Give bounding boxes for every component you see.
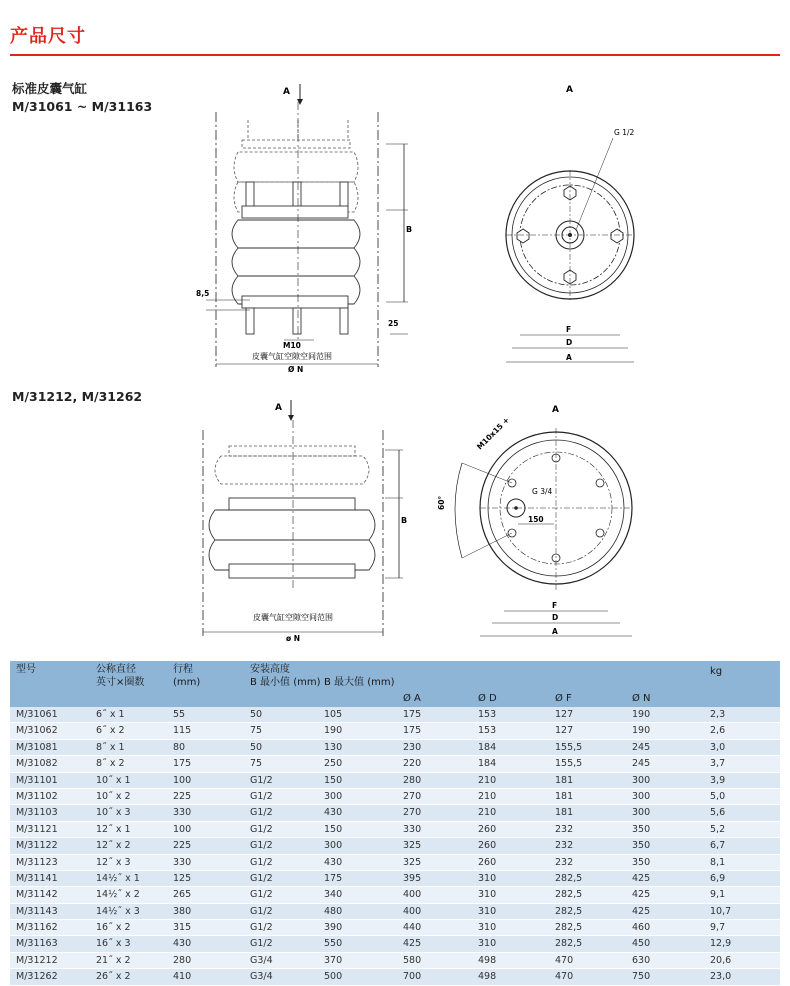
table-row	[10, 838, 780, 854]
table-row	[10, 904, 780, 920]
cell-model: M/31141	[16, 872, 58, 884]
cell-f: 155,5	[555, 758, 583, 770]
cell-model: M/31122	[16, 840, 58, 852]
cell-n: 350	[632, 840, 651, 852]
section1-side-drawing	[190, 82, 430, 377]
cell-kg: 5,0	[710, 790, 726, 802]
s2-port: G 3/4	[532, 487, 553, 496]
cell-d: 153	[478, 725, 497, 737]
s2-dim-a: A	[552, 627, 558, 636]
table-row	[10, 805, 780, 821]
s2-dim-f: F	[552, 601, 558, 610]
cell-kg: 10,7	[710, 905, 732, 917]
cell-d: 260	[478, 823, 497, 835]
cell-n: 450	[632, 938, 651, 950]
s2-bolt: M10x15 +	[475, 415, 512, 452]
cell-d: 210	[478, 790, 497, 802]
cell-n: 630	[632, 954, 651, 966]
cell-kg: 9,7	[710, 922, 726, 934]
cell-n: 750	[632, 971, 651, 983]
cell-d: 184	[478, 758, 497, 770]
cell-f: 282,5	[555, 938, 583, 950]
table-row	[10, 887, 780, 903]
s2-offset: 150	[528, 515, 544, 524]
cell-bmax: 480	[324, 905, 343, 917]
cell-kg: 3,7	[710, 758, 726, 770]
table-row	[10, 920, 780, 936]
title-divider	[10, 54, 780, 56]
cell-model: M/31143	[16, 905, 58, 917]
cell-model: M/31262	[16, 971, 58, 983]
cell-bmin: G1/2	[250, 938, 273, 950]
th-stroke-line1: 行程	[173, 664, 193, 675]
cell-d: 498	[478, 971, 497, 983]
cell-bmin: G1/2	[250, 823, 273, 835]
cell-a: 175	[403, 725, 422, 737]
cell-d: 310	[478, 938, 497, 950]
cell-n: 245	[632, 741, 651, 753]
cell-kg: 6,9	[710, 872, 726, 884]
cell-a: 220	[403, 758, 422, 770]
th-bmin: B 最小值 (mm)	[250, 677, 321, 688]
cell-kg: 3,9	[710, 774, 726, 786]
cell-bmin: G1/2	[250, 905, 273, 917]
cell-model: M/31121	[16, 823, 58, 835]
table-body	[10, 707, 780, 986]
s1-top-view-label: A	[566, 85, 573, 95]
cell-n: 425	[632, 872, 651, 884]
cell-model: M/31101	[16, 774, 58, 786]
cell-d: 210	[478, 774, 497, 786]
cell-kg: 2,6	[710, 725, 726, 737]
table-row	[10, 822, 780, 838]
cell-bmax: 300	[324, 840, 343, 852]
cell-a: 325	[403, 856, 422, 868]
cell-model: M/31103	[16, 807, 58, 819]
s2-dim-b: B	[401, 516, 408, 525]
s1-dim-a: A	[566, 353, 572, 362]
cell-f: 282,5	[555, 905, 583, 917]
cell-nominal: 10˝ x 3	[96, 807, 131, 819]
cell-bmax: 390	[324, 922, 343, 934]
cell-stroke: 80	[173, 741, 186, 753]
table-row	[10, 953, 780, 969]
table-row	[10, 936, 780, 952]
cell-bmin: G1/2	[250, 774, 273, 786]
th-model: 型号	[16, 664, 36, 675]
cell-nominal: 21˝ x 2	[96, 954, 131, 966]
cell-nominal: 10˝ x 2	[96, 790, 131, 802]
cell-bmin: G3/4	[250, 954, 273, 966]
cell-bmax: 250	[324, 758, 343, 770]
th-a: Ø A	[403, 693, 421, 704]
cell-nominal: 12˝ x 3	[96, 856, 131, 868]
cell-a: 400	[403, 905, 422, 917]
section1-title-line1: 标准皮囊气缸	[12, 81, 88, 96]
cell-f: 181	[555, 790, 574, 802]
table-row	[10, 871, 780, 887]
s1-range-caption: 皮囊气缸空隙空间范围	[252, 352, 332, 361]
cell-n: 300	[632, 774, 651, 786]
cell-kg: 20,6	[710, 954, 732, 966]
cell-f: 232	[555, 823, 574, 835]
cell-model: M/31163	[16, 938, 58, 950]
cell-bmin: G1/2	[250, 856, 273, 868]
spec-table	[10, 661, 780, 986]
th-f: Ø F	[555, 693, 572, 704]
cell-n: 350	[632, 823, 651, 835]
cell-a: 270	[403, 807, 422, 819]
cell-f: 282,5	[555, 872, 583, 884]
cell-stroke: 330	[173, 856, 192, 868]
table-header	[10, 661, 780, 707]
s2-arrow-label: A	[275, 403, 282, 413]
cell-stroke: 175	[173, 758, 192, 770]
cell-a: 440	[403, 922, 422, 934]
cell-model: M/31082	[16, 758, 58, 770]
th-n: Ø N	[632, 693, 651, 704]
cell-kg: 6,7	[710, 840, 726, 852]
cell-n: 190	[632, 725, 651, 737]
cell-nominal: 14½˝ x 1	[96, 872, 140, 884]
section1-title	[12, 80, 152, 116]
cell-d: 498	[478, 954, 497, 966]
table-row	[10, 723, 780, 739]
cell-f: 470	[555, 954, 574, 966]
cell-model: M/31123	[16, 856, 58, 868]
table-row	[10, 756, 780, 772]
cell-bmin: G1/2	[250, 889, 273, 901]
cell-n: 300	[632, 790, 651, 802]
cell-stroke: 100	[173, 823, 192, 835]
cell-stroke: 225	[173, 840, 192, 852]
cell-nominal: 16˝ x 2	[96, 922, 131, 934]
th-stroke-line2: (mm)	[173, 677, 201, 688]
cell-a: 700	[403, 971, 422, 983]
cell-bmax: 175	[324, 872, 343, 884]
th-d: Ø D	[478, 693, 497, 704]
cell-kg: 3,0	[710, 741, 726, 753]
cell-nominal: 14½˝ x 2	[96, 889, 140, 901]
cell-model: M/31081	[16, 741, 58, 753]
cell-nominal: 12˝ x 1	[96, 823, 131, 835]
cell-bmax: 150	[324, 774, 343, 786]
cell-kg: 5,6	[710, 807, 726, 819]
cell-f: 282,5	[555, 889, 583, 901]
cell-d: 310	[478, 905, 497, 917]
cell-d: 260	[478, 840, 497, 852]
cell-a: 400	[403, 889, 422, 901]
th-kg: kg	[710, 666, 723, 677]
cell-a: 270	[403, 790, 422, 802]
s1-dim-25: 25	[388, 319, 399, 328]
cell-nominal: 8˝ x 2	[96, 758, 125, 770]
cell-bmin: G1/2	[250, 790, 273, 802]
cell-nominal: 6˝ x 2	[96, 725, 125, 737]
cell-bmin: G1/2	[250, 922, 273, 934]
table-row	[10, 740, 780, 756]
cell-bmin: G1/2	[250, 872, 273, 884]
cell-d: 210	[478, 807, 497, 819]
cell-model: M/31061	[16, 709, 58, 720]
cell-n: 425	[632, 889, 651, 901]
cell-stroke: 100	[173, 774, 192, 786]
cell-bmin: G3/4	[250, 971, 273, 983]
cell-stroke: 115	[173, 725, 192, 737]
cell-a: 395	[403, 872, 422, 884]
cell-f: 181	[555, 774, 574, 786]
cell-kg: 8,1	[710, 856, 726, 868]
th-bmax: B 最大值 (mm)	[324, 677, 395, 688]
cell-bmax: 430	[324, 856, 343, 868]
cell-a: 580	[403, 954, 422, 966]
cell-d: 310	[478, 872, 497, 884]
s1-dia-n: Ø N	[288, 365, 304, 374]
cell-bmax: 340	[324, 889, 343, 901]
cell-kg: 12,9	[710, 938, 732, 950]
cell-bmax: 300	[324, 790, 343, 802]
th-install: 安装高度	[250, 664, 290, 675]
table-row	[10, 969, 780, 985]
cell-kg: 23,0	[710, 971, 732, 983]
s2-dia-n: ø N	[286, 634, 301, 643]
cell-bmax: 150	[324, 823, 343, 835]
s2-dim-d: D	[552, 613, 559, 622]
cell-d: 153	[478, 709, 497, 720]
cell-model: M/31142	[16, 889, 58, 901]
s2-angle: 60°	[437, 495, 446, 510]
cell-n: 300	[632, 807, 651, 819]
table-row	[10, 855, 780, 871]
cell-stroke: 55	[173, 709, 186, 720]
s1-dim-85: 8,5	[196, 289, 210, 298]
s1-dim-f: F	[566, 325, 572, 334]
cell-model: M/31162	[16, 922, 58, 934]
section2-side-drawing	[195, 398, 425, 643]
cell-stroke: 125	[173, 872, 192, 884]
cell-stroke: 315	[173, 922, 192, 934]
cell-stroke: 430	[173, 938, 192, 950]
cell-f: 181	[555, 807, 574, 819]
cell-n: 460	[632, 922, 651, 934]
cell-nominal: 12˝ x 2	[96, 840, 131, 852]
s1-dim-b: B	[406, 225, 413, 234]
cell-kg: 2,3	[710, 709, 726, 720]
cell-bmin: 50	[250, 741, 263, 753]
section1-title-line2: M/31061 ~ M/31163	[12, 99, 153, 114]
cell-bmin: G1/2	[250, 840, 273, 852]
cell-f: 127	[555, 725, 574, 737]
cell-a: 325	[403, 840, 422, 852]
table-row	[10, 707, 780, 723]
cell-a: 425	[403, 938, 422, 950]
cell-bmax: 500	[324, 971, 343, 983]
cell-nominal: 14½˝ x 3	[96, 905, 140, 917]
cell-bmax: 190	[324, 725, 343, 737]
cell-a: 280	[403, 774, 422, 786]
cell-d: 260	[478, 856, 497, 868]
cell-nominal: 6˝ x 1	[96, 709, 125, 720]
th-nominal-line2: 英寸×圈数	[96, 677, 145, 688]
cell-bmax: 105	[324, 709, 343, 720]
cell-kg: 5,2	[710, 823, 726, 835]
cell-nominal: 10˝ x 1	[96, 774, 131, 786]
s1-dim-d: D	[566, 338, 573, 347]
cell-stroke: 280	[173, 954, 192, 966]
th-nominal-line1: 公称直径	[96, 664, 136, 675]
s1-thread: M10	[283, 341, 301, 350]
cell-f: 232	[555, 840, 574, 852]
cell-a: 330	[403, 823, 422, 835]
cell-a: 175	[403, 709, 422, 720]
cell-n: 425	[632, 905, 651, 917]
cell-model: M/31212	[16, 954, 58, 966]
cell-n: 245	[632, 758, 651, 770]
cell-stroke: 225	[173, 790, 192, 802]
cell-bmin: 50	[250, 709, 263, 720]
cell-bmin: G1/2	[250, 807, 273, 819]
s2-top-view-label: A	[552, 405, 559, 415]
table-row	[10, 773, 780, 789]
cell-n: 190	[632, 709, 651, 720]
s1-port: G 1/2	[614, 128, 635, 137]
cell-bmin: 75	[250, 758, 263, 770]
page-title: 产品尺寸	[10, 26, 86, 47]
s2-range-caption: 皮囊气缸空隙空间范围	[253, 613, 333, 622]
cell-a: 230	[403, 741, 422, 753]
section2-top-drawing	[437, 398, 670, 643]
cell-bmax: 430	[324, 807, 343, 819]
cell-d: 310	[478, 922, 497, 934]
cell-nominal: 16˝ x 3	[96, 938, 131, 950]
cell-model: M/31062	[16, 725, 58, 737]
cell-bmax: 130	[324, 741, 343, 753]
cell-nominal: 8˝ x 1	[96, 741, 125, 753]
cell-f: 127	[555, 709, 574, 720]
cell-kg: 9,1	[710, 889, 726, 901]
cell-d: 184	[478, 741, 497, 753]
cell-bmax: 550	[324, 938, 343, 950]
section1-top-drawing	[490, 80, 660, 370]
cell-model: M/31102	[16, 790, 58, 802]
cell-bmax: 370	[324, 954, 343, 966]
cell-d: 310	[478, 889, 497, 901]
cell-stroke: 410	[173, 971, 192, 983]
cell-f: 470	[555, 971, 574, 983]
table-row	[10, 789, 780, 805]
cell-f: 155,5	[555, 741, 583, 753]
cell-bmin: 75	[250, 725, 263, 737]
cell-stroke: 265	[173, 889, 192, 901]
section2-title: M/31212, M/31262	[12, 389, 143, 404]
cell-stroke: 380	[173, 905, 192, 917]
cell-nominal: 26˝ x 2	[96, 971, 131, 983]
cell-n: 350	[632, 856, 651, 868]
s1-arrow-label: A	[283, 87, 290, 97]
cell-stroke: 330	[173, 807, 192, 819]
cell-f: 232	[555, 856, 574, 868]
cell-f: 282,5	[555, 922, 583, 934]
